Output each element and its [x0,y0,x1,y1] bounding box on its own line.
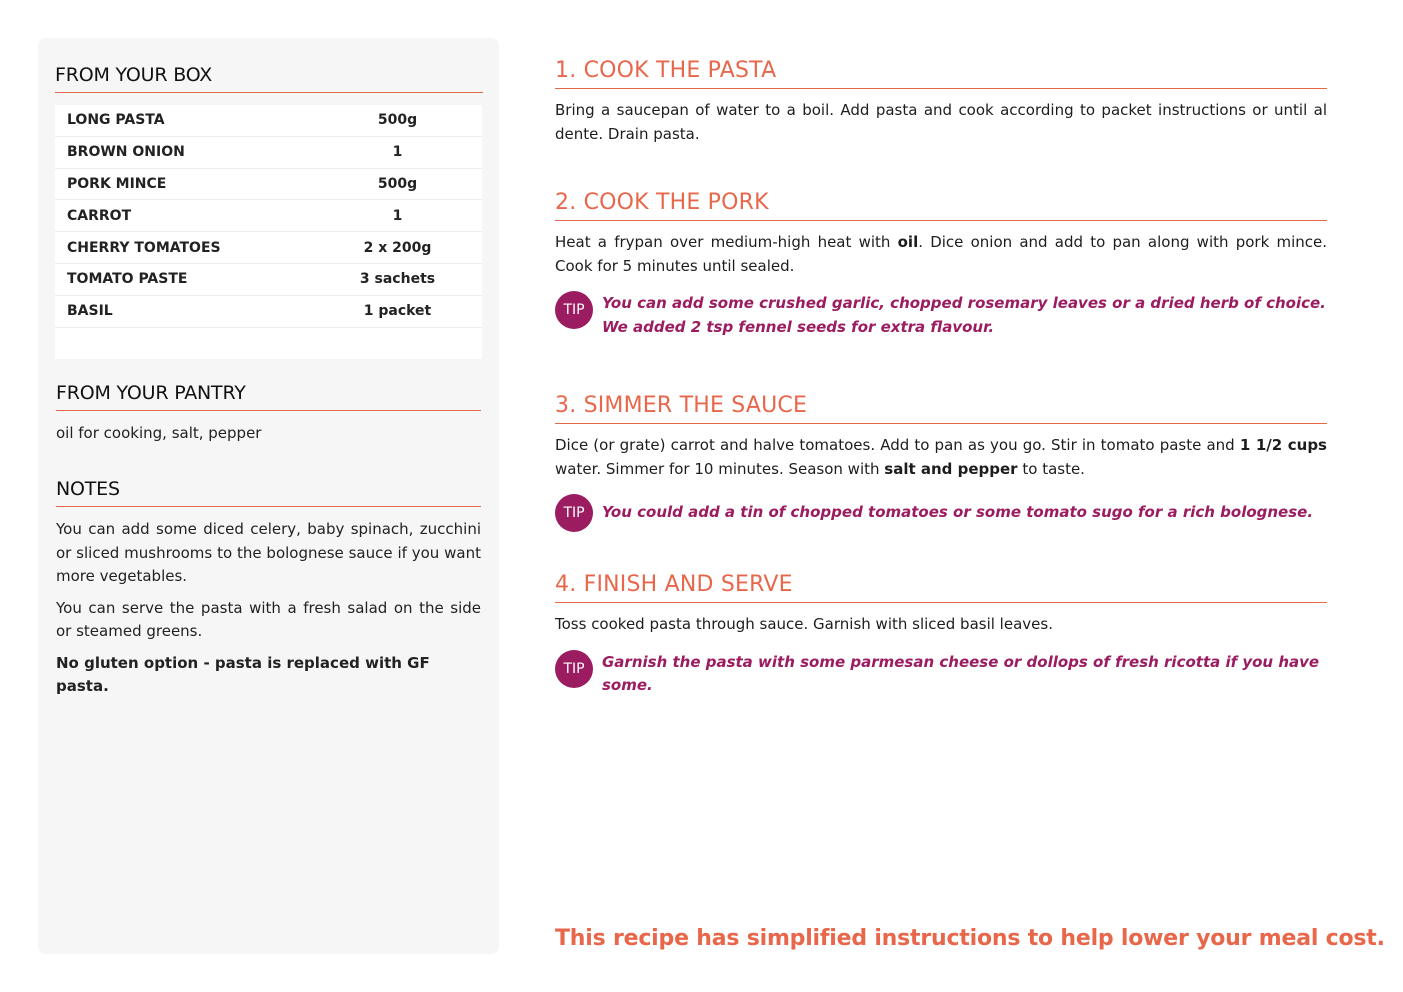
ingredient-row [55,105,482,137]
tip-badge-icon: TIP [555,650,593,688]
ingredient-qty: 1 packet [363,303,432,320]
water-amount-emphasis: 1 1/2 cups [1239,436,1327,454]
ingredient-qty: 3 sachets [359,271,436,288]
tip-text: You could add a tin of chopped tomatoes or some tomato sugo for a rich bolognese. [602,503,1314,521]
ingredient-qty: 1 [392,144,403,161]
step-title: 1. COOK THE PASTA [555,58,1327,89]
step-text: Bring a saucepan of water to a boil. Add pasta and cook according to packet instructions or until al dente. Drain pasta. [555,101,1327,143]
ingredient-qty: 500g [377,112,418,129]
ingredient-qty: 500g [377,175,418,192]
tip-badge-icon: TIP [555,291,593,329]
ingredient-name: LONG PASTA [67,112,165,129]
footer-note: This recipe has simplified instructions to help lower your meal cost. [555,926,1385,951]
ingredients-panel [38,38,499,954]
step-text: Toss cooked pasta through sauce. Garnish with sliced basil leaves. [555,615,1053,633]
ingredients-table [55,105,482,359]
step-title: 4. FINISH AND SERVE [555,572,1327,603]
ingredient-name: BASIL [67,303,113,320]
tip-badge-icon: TIP [555,494,593,532]
notes-paragraph: You can add some diced celery, baby spinach, zucchini or sliced mushrooms to the bolognese sauce if you want more vegetables. [56,520,481,585]
step-text: Heat a frypan over medium-high heat with oil. Dice onion and add to pan along with pork mince. Cook for 5 minutes until sealed. [555,233,1327,275]
ingredient-row [55,264,482,296]
ingredient-row [55,232,482,264]
ingredient-name: CARROT [67,207,132,224]
ingredient-name: TOMATO PASTE [67,271,188,288]
ingredient-row [55,200,482,232]
step-finish-serve [555,572,1327,698]
notes-body [56,518,481,707]
ingredient-row [55,169,482,201]
seasoning-emphasis: salt and pepper [884,459,1018,478]
ingredient-name: PORK MINCE [67,175,167,192]
tip-text: You can add some crushed garlic, chopped rosemary leaves or a dried herb of choice. We added 2 tsp fennel seeds for extra flavour. [602,294,1326,336]
tip-callout [555,651,1327,698]
step-text: Dice (or grate) carrot and halve tomatoes. Add to pan as you go. Stir in tomato paste and 1 1/2 cups water. Simmer for 10 minutes. Season with salt and pepper to taste. [555,436,1327,478]
step-title: 3. SIMMER THE SAUCE [555,393,1327,424]
ingredient-qty: 2 x 200g [363,239,432,256]
tip-callout [555,292,1327,339]
from-your-pantry-title: FROM YOUR PANTRY [56,382,481,411]
from-your-box-title: FROM YOUR BOX [55,64,483,93]
tip-text: Garnish the pasta with some parmesan cheese or dollops of fresh ricotta if you have some. [602,652,1320,694]
step-cook-pasta [555,58,1327,146]
step-simmer-sauce [555,393,1327,532]
notes-title: NOTES [56,478,481,507]
ingredient-qty: 1 [392,207,403,224]
tip-callout [555,495,1327,532]
ingredient-name: BROWN ONION [67,144,185,161]
oil-emphasis: oil [897,233,919,251]
pantry-items-text: oil for cooking, salt, pepper [56,424,262,442]
gluten-free-note: No gluten option - pasta is replaced with GF pasta. [56,653,430,695]
ingredient-row [55,296,482,328]
notes-paragraph: You can serve the pasta with a fresh salad on the side or steamed greens. [56,598,481,640]
step-cook-pork [555,190,1327,339]
ingredient-row [55,137,482,169]
step-title: 2. COOK THE PORK [555,190,1327,221]
ingredient-name: CHERRY TOMATOES [67,239,221,256]
